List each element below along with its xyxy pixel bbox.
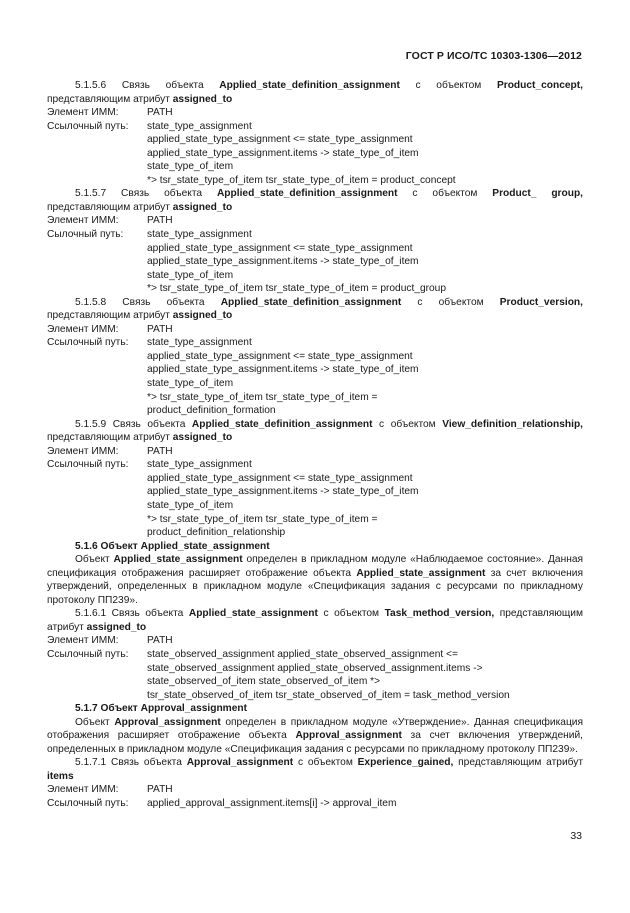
mapping-label: Ссылочный путь:	[47, 337, 129, 349]
mapping-values	[147, 458, 583, 539]
mapping-line: applied_state_type_assignment <= state_type_assignment	[147, 472, 413, 484]
mapping-values	[147, 797, 583, 811]
mapping-row	[47, 445, 583, 459]
mapping-values	[147, 106, 583, 120]
mapping-line: PATH	[147, 635, 173, 647]
mapping-values	[147, 445, 583, 459]
paragraph	[47, 187, 583, 214]
text-span: представляющим атрибут	[47, 201, 173, 213]
text-span: с объектом	[397, 188, 493, 200]
mapping-label: Ссылочный путь:	[47, 120, 129, 132]
mapping-line: PATH	[147, 784, 173, 796]
bold-term: assigned_to	[172, 310, 233, 322]
text-span: 5.1.7.1 Связь объекта	[75, 757, 187, 769]
paragraph	[47, 553, 583, 607]
mapping-line: PATH	[147, 107, 173, 119]
mapping-line: tsr_state_observed_of_item tsr_state_observed_of_item = task_method_version	[147, 689, 510, 701]
mapping-line: applied_state_type_assignment <= state_type_assignment	[147, 134, 413, 146]
mapping-line: state_type_of_item	[147, 378, 234, 390]
text-span: с объектом	[317, 608, 385, 620]
text-span: 5.1.6.1 Связь объекта	[75, 608, 189, 620]
paragraph	[47, 418, 583, 445]
mapping-values	[147, 648, 583, 702]
mapping-line: applied_state_type_assignment.items -> state_type_of_item	[147, 256, 419, 268]
mapping-line: state_observed_assignment applied_state_observed_assignment.items ->	[147, 662, 483, 674]
mapping-line: *> tsr_state_type_of_item tsr_state_type_of_item = product_group	[147, 283, 447, 295]
mapping-row	[47, 120, 583, 188]
mapping-values	[147, 323, 583, 337]
text-span: представляющим атрибут	[47, 432, 173, 444]
bold-term: assigned_to	[172, 432, 233, 444]
mapping-values	[147, 336, 583, 417]
mapping-values	[147, 120, 583, 188]
mapping-line: state_type_assignment	[147, 229, 252, 241]
mapping-row	[47, 106, 583, 120]
bold-term: assigned_to	[172, 93, 233, 105]
mapping-row	[47, 228, 583, 296]
mapping-line: state_type_assignment	[147, 459, 252, 471]
text-span: 5.1.5.7 Связь объекта	[75, 188, 217, 200]
mapping-line: state_type_of_item	[147, 269, 234, 281]
section-heading: 5.1.6 Объект Applied_state_assignment	[75, 540, 270, 552]
mapping-line: applied_state_type_assignment.items -> state_type_of_item	[147, 364, 419, 376]
mapping-line: state_type_assignment	[147, 337, 252, 349]
bold-term: Applied_state_definition_assignment	[191, 418, 373, 430]
mapping-line: applied_state_type_assignment.items -> state_type_of_item	[147, 147, 419, 159]
bold-term: View_definition_relationship,	[442, 418, 583, 430]
paragraph	[47, 79, 583, 106]
text-span: с объектом	[372, 418, 443, 430]
mapping-label: Ссылочный путь:	[47, 648, 129, 660]
text-span: определен в прикладном модуле «Наблюдаемое состояние». Данная спецификация отображения расширяет отображение объекта	[47, 554, 584, 579]
text-span: с объектом	[401, 296, 500, 308]
mapping-values	[147, 214, 583, 228]
document-body	[47, 79, 583, 811]
mapping-line: *> tsr_state_type_of_item tsr_state_type_of_item = product_concept	[147, 174, 456, 186]
mapping-row	[47, 783, 583, 797]
mapping-label: Ссылочный путь:	[47, 459, 129, 471]
mapping-line: PATH	[147, 323, 173, 335]
paragraph	[47, 607, 583, 634]
mapping-label: Ссылочный путь:	[47, 797, 129, 809]
text-span: представляющим атрибут	[47, 608, 583, 633]
mapping-row	[47, 323, 583, 337]
page-number: 33	[570, 830, 582, 842]
mapping-label: Элемент ИММ:	[47, 445, 119, 457]
text-span: 5.1.5.8 Связь объекта	[75, 296, 221, 308]
text-span: 5.1.5.9 Связь объекта	[75, 418, 192, 430]
paragraph	[47, 296, 583, 323]
bold-term: Approval_assignment	[186, 757, 294, 769]
mapping-line: applied_state_type_assignment <= state_type_assignment	[147, 242, 413, 254]
mapping-values	[147, 634, 583, 648]
bold-term: Applied_state_assignment	[188, 608, 318, 620]
bold-term: Applied_state_definition_assignment	[216, 188, 398, 200]
mapping-line: state_type_of_item	[147, 161, 234, 173]
bold-term: Applied_state_definition_assignment	[219, 80, 400, 91]
text-span: за счет включения утверждений, определенных в прикладном модуле «Спецификация задания с ресурсами по прикладному протоколу ПП239».	[47, 567, 583, 606]
mapping-row	[47, 797, 583, 811]
bold-term: assigned_to	[86, 621, 147, 633]
bold-term: Approval_assignment	[114, 716, 221, 728]
paragraph	[47, 716, 583, 757]
mapping-line: state_observed_assignment applied_state_observed_assignment <=	[147, 648, 458, 660]
mapping-label: Сылочный путь:	[47, 229, 124, 241]
mapping-row	[47, 336, 583, 417]
mapping-line: *> tsr_state_type_of_item tsr_state_type_of_item =	[147, 513, 378, 525]
mapping-row	[47, 458, 583, 539]
text-span: определен в прикладном модуле «Утверждение». Данная спецификация отображения расширяет отображение объекта	[47, 716, 583, 742]
bold-term: Experience_gained,	[357, 757, 454, 769]
bold-term: Product_ group,	[492, 188, 584, 200]
mapping-line: applied_state_type_assignment.items -> state_type_of_item	[147, 486, 419, 498]
bold-term: Applied_state_assignment	[356, 567, 486, 579]
mapping-line: applied_approval_assignment.items[i] -> approval_item	[147, 797, 397, 809]
text-span: представляющим атрибут	[47, 310, 173, 322]
mapping-row	[47, 634, 583, 648]
mapping-row	[47, 214, 583, 228]
mapping-line: product_definition_relationship	[147, 527, 286, 539]
text-span: за счет включения утверждений, определенных в прикладном модуле «Спецификация задания с ресурсами по прикладному протоколу ПП239».	[47, 730, 583, 755]
mapping-values	[147, 228, 583, 296]
mapping-line: PATH	[147, 445, 173, 457]
mapping-label: Элемент ИММ:	[47, 323, 119, 335]
mapping-line: product_definition_formation	[147, 405, 276, 417]
bold-term: Task_method_version,	[384, 608, 495, 620]
bold-term: Product_version,	[499, 296, 583, 308]
text-span: 5.1.5.6 Связь объекта	[75, 80, 220, 91]
text-span: Объект	[75, 716, 115, 728]
mapping-line: state_type_assignment	[147, 120, 252, 132]
text-span: Объект	[75, 554, 114, 566]
bold-term: items	[47, 770, 74, 782]
mapping-label: Элемент ИММ:	[47, 635, 119, 647]
mapping-line: PATH	[147, 215, 173, 227]
paragraph	[47, 756, 583, 783]
mapping-values	[147, 783, 583, 797]
section-heading: 5.1.7 Объект Approval_assignment	[75, 703, 248, 715]
text-span: представляющим атрибут	[47, 93, 173, 105]
bold-term: Product_concept,	[496, 80, 583, 91]
mapping-line: state_observed_of_item state_observed_of_item *>	[147, 676, 381, 688]
mapping-line: applied_state_type_assignment <= state_type_assignment	[147, 350, 413, 362]
text-span: с объектом	[399, 80, 497, 91]
bold-term: Applied_state_definition_assignment	[220, 296, 402, 308]
text-span: с объектом	[293, 757, 358, 769]
mapping-row	[47, 648, 583, 702]
bold-term: Approval_assignment	[295, 730, 402, 742]
text-span: представляющим атрибут	[453, 757, 584, 769]
bold-term: Applied_state_assignment	[113, 554, 243, 566]
mapping-label: Элемент ИММ:	[47, 107, 119, 119]
mapping-line: *> tsr_state_type_of_item tsr_state_type_of_item =	[147, 391, 378, 403]
mapping-line: state_type_of_item	[147, 499, 234, 511]
bold-term: assigned_to	[172, 201, 233, 213]
standard-header: ГОСТ Р ИСО/ТС 10303-1306—2012	[405, 50, 582, 62]
mapping-label: Элемент ИММ:	[47, 215, 119, 227]
mapping-label: Элемент ИММ:	[47, 784, 119, 796]
